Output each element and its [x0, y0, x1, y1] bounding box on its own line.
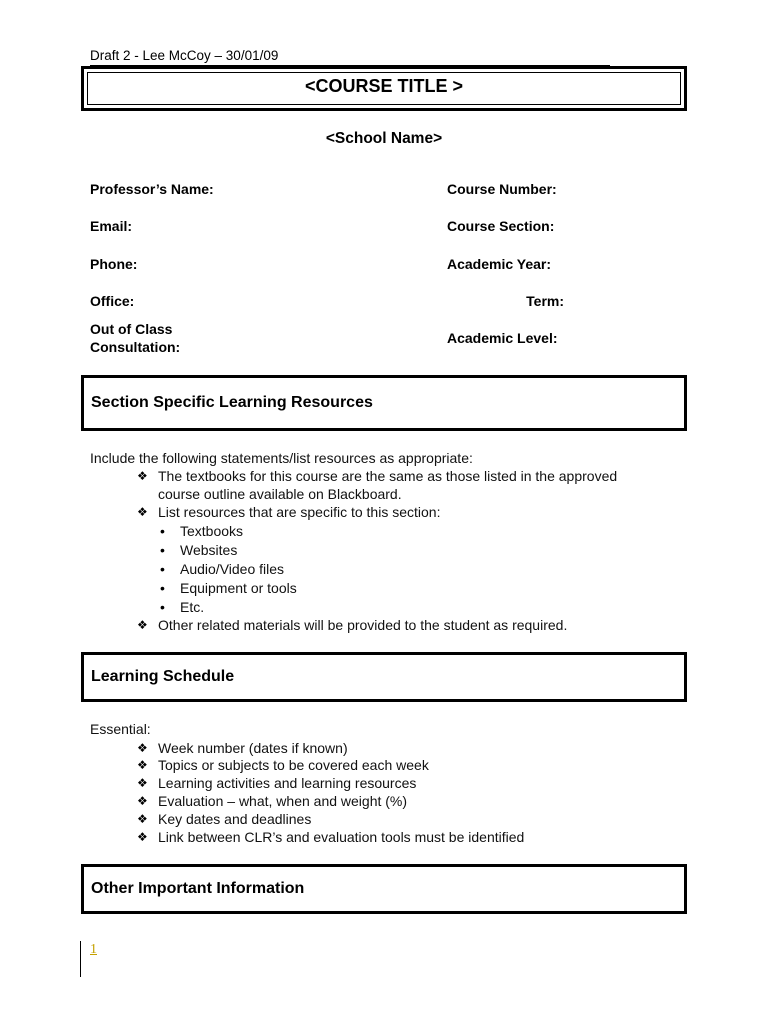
schedule-intro: Essential:: [90, 721, 151, 737]
resource-sub-item: Textbooks: [180, 523, 244, 539]
resources-item-2: List resources that are specific to this section:: [158, 504, 441, 520]
schedule-item: Link between CLR’s and evaluation tools must be identified: [158, 829, 525, 845]
diamond-bullet-icon: ❖: [137, 618, 148, 632]
bullet-icon: •: [160, 580, 165, 596]
resource-sub-item: Audio/Video files: [180, 561, 285, 577]
professor-name-label: Professor’s Name:: [90, 181, 214, 197]
page-number[interactable]: 1: [90, 942, 97, 957]
resource-sub-item: Etc.: [180, 599, 205, 615]
office-label: Office:: [90, 293, 135, 309]
resources-intro: Include the following statements/list resources as appropriate:: [90, 450, 473, 466]
consultation-label-line2: Consultation:: [90, 339, 181, 355]
diamond-bullet-icon: ❖: [137, 758, 148, 772]
consultation-label-line1: Out of Class: [90, 321, 173, 337]
course-title-box: [81, 66, 687, 111]
resource-sub-item: Equipment or tools: [180, 580, 297, 596]
section-heading-schedule-text: Learning Schedule: [91, 668, 235, 685]
diamond-bullet-icon: ❖: [137, 505, 148, 519]
course-title: <COURSE TITLE >: [304, 76, 464, 96]
schedule-item: Evaluation – what, when and weight (%): [158, 793, 408, 809]
school-name: <School Name>: [325, 130, 443, 147]
schedule-item: Week number (dates if known): [158, 740, 348, 756]
academic-year-label: Academic Year:: [447, 256, 552, 272]
resource-sub-item: Websites: [180, 542, 238, 558]
course-number-label: Course Number:: [447, 181, 557, 197]
academic-level-label: Academic Level:: [447, 330, 558, 346]
bullet-icon: •: [160, 599, 165, 615]
bullet-icon: •: [160, 542, 165, 558]
diamond-bullet-icon: ❖: [137, 776, 148, 790]
section-heading-other: [81, 864, 687, 914]
phone-label: Phone:: [90, 256, 138, 272]
footer-rule: [80, 941, 81, 977]
resources-item-1-line2: course outline available on Blackboard.: [158, 486, 402, 502]
resources-item-3: Other related materials will be provided to the student as required.: [158, 617, 568, 633]
diamond-bullet-icon: ❖: [137, 830, 148, 844]
section-heading-other-text: Other Important Information: [91, 880, 305, 897]
schedule-item: Learning activities and learning resources: [158, 775, 417, 791]
diamond-bullet-icon: ❖: [137, 794, 148, 808]
section-heading-resources-text: Section Specific Learning Resources: [91, 394, 373, 411]
resources-item-1-line1: The textbooks for this course are the same as those listed in the approved: [158, 468, 618, 484]
schedule-item: Topics or subjects to be covered each week: [158, 757, 429, 773]
section-heading-schedule: [81, 652, 687, 702]
bullet-icon: •: [160, 523, 165, 539]
term-label: Term:: [526, 293, 564, 309]
diamond-bullet-icon: ❖: [137, 741, 148, 755]
course-section-label: Course Section:: [447, 218, 555, 234]
diamond-bullet-icon: ❖: [137, 469, 148, 483]
email-label: Email:: [90, 218, 133, 234]
schedule-item: Key dates and deadlines: [158, 811, 312, 827]
section-heading-resources: [81, 375, 687, 431]
bullet-icon: •: [160, 561, 165, 577]
diamond-bullet-icon: ❖: [137, 812, 148, 826]
draft-header: Draft 2 - Lee McCoy – 30/01/09: [90, 47, 610, 66]
